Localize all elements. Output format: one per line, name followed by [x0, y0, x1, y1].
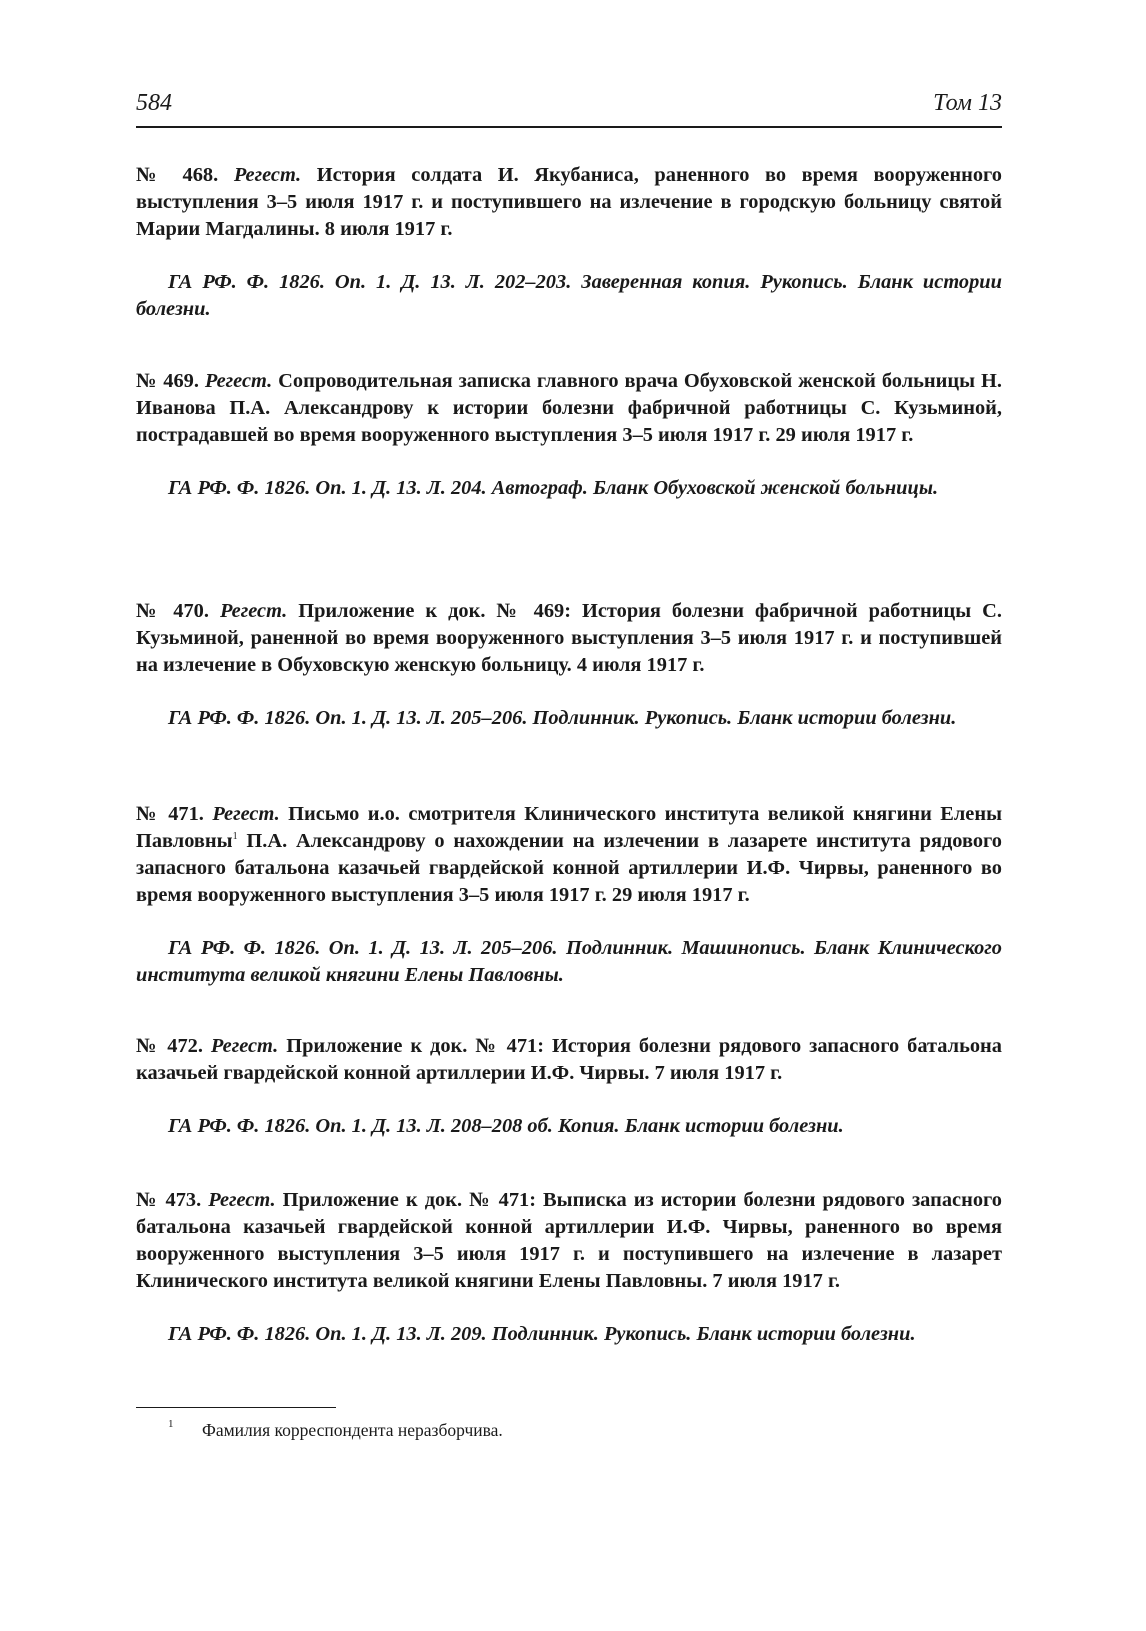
entry-470 [136, 598, 1002, 732]
regest-label: Регест. [208, 1189, 276, 1211]
regest-description: История солдата И. Якубаниса, раненного во время вооруженного выступления 3–5 июля 1917 г. и поступившего на излечение в городскую больницу святой Марии Магдалины. 8 июля 1917 г. [136, 164, 1002, 240]
entry-number: № 471. [136, 803, 204, 825]
archive-reference: ГА РФ. Ф. 1826. Оп. 1. Д. 13. Л. 208–208 об. Копия. Бланк истории болезни. [168, 1115, 844, 1137]
entry-number: № 470. [136, 600, 209, 622]
footnote-mark: 1 [168, 1418, 174, 1430]
regest-label: Регест. [210, 1035, 279, 1057]
regest-description: Письмо и.о. смотрителя Клинического института великой княгини Елены Павловны [136, 803, 1002, 852]
regest-text [136, 368, 1002, 449]
regest-text [136, 801, 1002, 909]
entry-469 [136, 368, 1002, 502]
entry-472 [136, 1033, 1002, 1140]
page-number: 584 [136, 90, 172, 116]
regest-label: Регест. [204, 370, 273, 392]
archive-reference: ГА РФ. Ф. 1826. Оп. 1. Д. 13. Л. 209. Подлинник. Рукопись. Бланк истории болезни. [168, 1323, 916, 1345]
regest-description: Приложение к док. № 471: Выписка из истории болезни рядового запасного батальона казачьей гвардейской конной артиллерии И.Ф. Чирвы, раненного во время вооруженного выступления 3–5 июля 1917 г. и поступившего на излечение в лазарет Клинического института великой княгини Елены Павловны. 7 июля 1917 г. [136, 1189, 1002, 1292]
volume-title: Том 13 [933, 90, 1002, 116]
archive-reference: ГА РФ. Ф. 1826. Оп. 1. Д. 13. Л. 205–206. Подлинник. Рукопись. Бланк истории болезни. [168, 707, 957, 729]
regest-text [136, 598, 1002, 679]
entry-number: № 469. [136, 370, 199, 392]
running-header [136, 86, 1002, 128]
archive-reference: ГА РФ. Ф. 1826. Оп. 1. Д. 13. Л. 204. Автограф. Бланк Обуховской женской больницы. [168, 477, 939, 499]
regest-label: Регест. [233, 164, 302, 186]
entry-471 [136, 801, 1002, 989]
regest-description: Приложение к док. № 469: История болезни фабричной работницы С. Кузьминой, раненной во время вооруженного выступления 3–5 июля 1917 г. и поступившей на излечение в Обуховскую женскую больницу. 4 июля 1917 г. [136, 600, 1002, 676]
footnote-text: Фамилия корреспондента неразборчива. [202, 1420, 503, 1440]
footnote-divider [136, 1407, 336, 1408]
regest-text [136, 1187, 1002, 1295]
regest-text [136, 162, 1002, 243]
regest-label: Регест. [212, 803, 280, 825]
regest-text [136, 1033, 1002, 1087]
footnote-reference: 1 [232, 831, 238, 842]
archive-reference: ГА РФ. Ф. 1826. Оп. 1. Д. 13. Л. 205–206. Подлинник. Машинопись. Бланк Клинического института великой княгини Елены Павловны. [136, 937, 1002, 986]
archive-reference: ГА РФ. Ф. 1826. Оп. 1. Д. 13. Л. 202–203. Заверенная копия. Рукопись. Бланк истории болезни. [136, 271, 1002, 320]
regest-description: Сопроводительная записка главного врача Обуховской женской больницы Н. Иванова П.А. Александрову к истории болезни фабричной работницы С. Кузьминой, пострадавшей во время вооруженного выступления 3–5 июля 1917 г. 29 июля 1917 г. [136, 370, 1002, 446]
regest-description-continued: П.А. Александрову о нахождении на излечении в лазарете института рядового запасного батальона казачьей гвардейской конной артиллерии И.Ф. Чирвы, раненного во время вооруженного выступления 3–5 июля 1917 г. 29 июля 1917 г. [136, 830, 1002, 906]
entry-number: № 472. [136, 1035, 203, 1057]
regest-description: Приложение к док. № 471: История болезни рядового запасного батальона казачьей гвардейской конной артиллерии И.Ф. Чирвы. 7 июля 1917 г. [136, 1035, 1002, 1084]
entry-number: № 473. [136, 1189, 202, 1211]
entry-473 [136, 1187, 1002, 1348]
entry-468 [136, 162, 1002, 323]
entry-number: № 468. [136, 164, 219, 186]
regest-label: Регест. [219, 600, 288, 622]
